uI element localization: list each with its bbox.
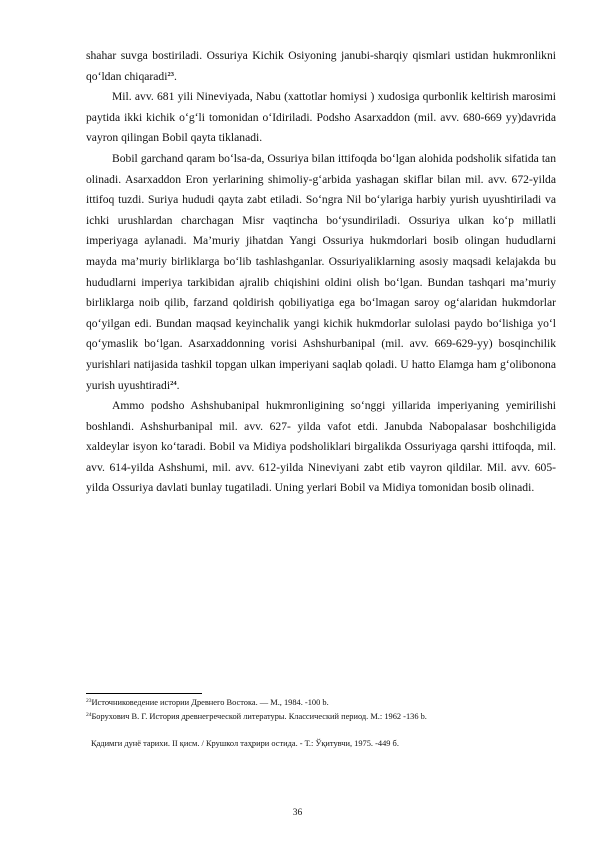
- paragraph-3: Bobil garchand qaram bo‘lsa-da, Ossuriya bilan ittifoqda bo‘lgan alohida podsholik sifatida tan olinadi. Asarxaddon Eron yerlarining shimoliy-g‘arbida yashagan skiflar bilan mil. avv. 672-yilda ittifoq tuzdi. Suriya hududi qayta zabt etiladi. So‘ngra Nil bo‘ylariga harbiy yurish uyushtiriladi va ichki urushlardan charchagan Misr vaqtincha bo‘ysundiriladi. Ossuriya ulkan ko‘p millatli imperiyaga aylanadi. Ma’muriy jihatdan Yangi Ossuriya hukmdorlari bosib olingan hududlarni mayda ma’muriy birliklarga bo‘lib tashlashganlar. Ossuriyaliklarning asosiy maqsadi kelajakda bu hududlarni imperiya tarkibidan ajralib chiqishini oldini olish bo‘lgan. Bundan tashqari ma’muriy birliklarga noib qilib, farzand qoldirish qobiliyatiga ega bo‘lmagan saroy og‘alaridan hukmdorlar qo‘yilgan edi. Bundan maqsad keyinchalik yangi kichik hukmdorlar sulolasi paydo bo‘lishiga yo‘l qo‘ymaslik bo‘lgan. Asarxaddonning vorisi Ashshurbanipal (mil. avv. 669-629-yy) bosqinchilik yurishlari natijasida tashkil topgan ulkan imperiyani saqlab qoladi. U hatto Elamga ham g‘olibonona yurish uyushtiradi$^{24}$.: [86, 151, 556, 392]
- main-text: [86, 46, 556, 499]
- paragraph-4: Ammo podsho Ashshubanipal hukmronligining so‘nggi yillarida imperiyaning yemirilishi boshlandi. Ashshurbanipal mil. avv. 627- yilda vafot etdi. Janubda Nabopalasar boshchiligida xaldeylar isyon ko‘taradi. Bobil va Midiya podsholiklari birgalikda Ossuriyaga qarshi ittifoqda, mil. avv. 614-yilda Ashshumi, mil. avv. 612-yilda Nineviyani zabt etib vayron qildilar. Mil. avv. 605-yilda Ossuriya davlati bunlay tugatiladi. Uning yerlari Bobil va Midiya tomonidan bosib olinadi.: [86, 399, 556, 495]
- footnote-extra: Қадимги дунё тарихи. II қисм. / Крушкол таҳрири остида. - Т.: Ўқитувчи, 1975. -449 б.: [91, 739, 399, 748]
- page-number: 36: [292, 808, 303, 818]
- footnote-ref-23[interactable]: 23: [167, 70, 174, 78]
- paragraph-1: shahar suvga bostiriladi. Ossuriya Kichik Osiyoning janubi-sharqiy qismlari ustidan hukmronlikni qo‘ldan chiqaradi$^{23}$.: [86, 49, 556, 83]
- paragraph-2: Mil. avv. 681 yili Nineviyada, Nabu (xattotlar homiysi ) xudosiga qurbonlik keltirish marosimi paytida ikki kichik o‘g‘li tomonidan o‘Idiriladi. Podsho Asarxaddon (mil. avv. 680-669 yy)davrida vayron qilingan Bobil qayta tiklanadi.: [86, 90, 556, 145]
- footnote-24: $^{24}$Борухович В. Г. История древнегреческой литературы. Классический период. М.: 1962 -136 b.: [86, 712, 427, 721]
- footnote-23: $^{23}$Источниковедение истории Древнего Востока. — М., 1984. -100 b.: [86, 698, 329, 707]
- footnote-divider: [86, 693, 202, 694]
- footnote-ref-24[interactable]: 24: [170, 379, 177, 387]
